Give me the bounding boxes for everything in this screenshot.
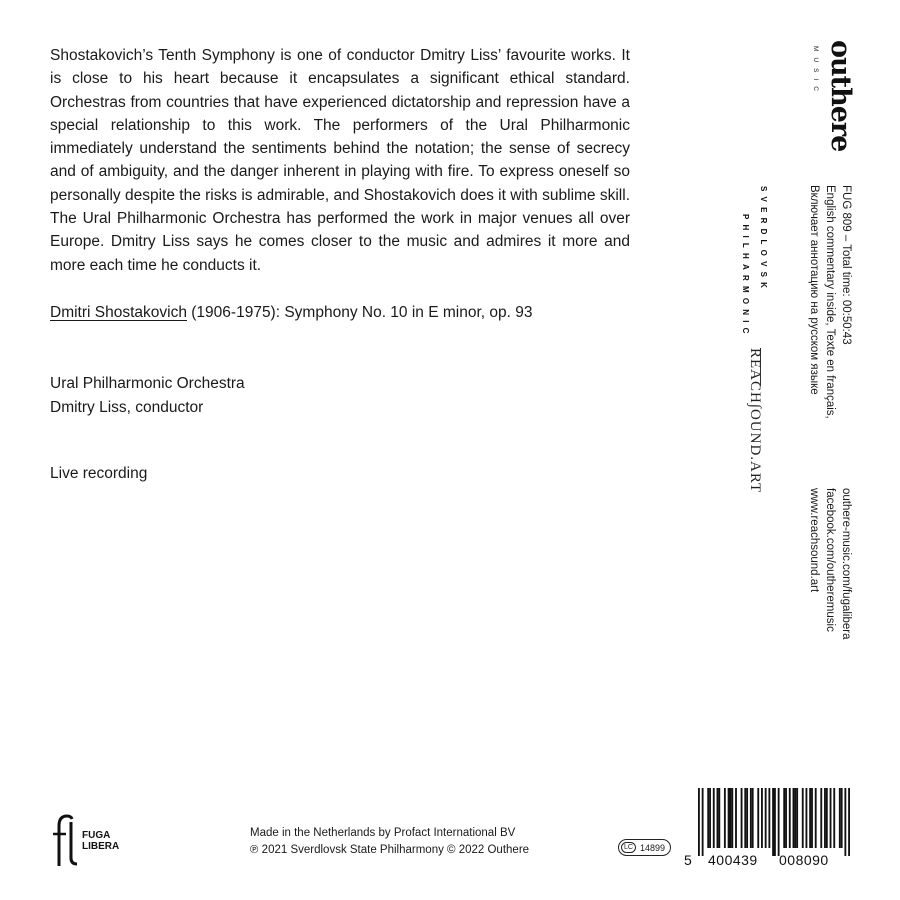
barcode-bar bbox=[785, 788, 787, 848]
performers bbox=[50, 372, 245, 420]
intro-paragraph: Shostakovich’s Tenth Symphony is one of conductor Dmitry Liss’ favourite works. It is close to his heart because it encapsulates a significant ethical standard. Orchestras from countries that have experienced dictatorship and repression have a special relationship to this work. The performers of the Ural Philharmonic immediately understand the sentiments behind the notation; the sense of secrecy and of ambiguity, and the danger inherent in playing with fire. To express oneself so personally despite the risks is admirable, and Shostakovich does it with sublime skill. The Ural Philharmonic Orchestra has performed the work in major venues all over Europe. Dmitry Liss says he comes closer to the music and admires it more and more each time he conducts it. bbox=[50, 47, 630, 274]
barcode-bar bbox=[761, 788, 763, 848]
label-code-badge bbox=[618, 839, 671, 856]
barcode-bar bbox=[757, 788, 759, 848]
barcode-bar bbox=[774, 788, 776, 856]
label-code bbox=[618, 836, 671, 856]
barcode-bar bbox=[730, 788, 732, 848]
barcode-bar bbox=[796, 788, 798, 848]
barcode-bar bbox=[746, 788, 748, 848]
barcode-bar bbox=[752, 788, 754, 848]
facebook-link[interactable]: facebook.com/outheremusic bbox=[824, 488, 836, 632]
fuga-line: FUGA bbox=[82, 830, 111, 841]
lc-mark: LC bbox=[621, 842, 636, 853]
sverdlovsk-line1: SVERDLOVSK bbox=[759, 186, 768, 294]
barcode-bar bbox=[794, 788, 796, 848]
barcode-bars bbox=[698, 788, 850, 856]
languages-line: English commentary inside, Texte en français, bbox=[824, 185, 836, 419]
barcode-bar bbox=[765, 788, 767, 848]
barcode-bar bbox=[848, 788, 850, 856]
barcode-bar bbox=[809, 788, 811, 848]
footer-legal bbox=[250, 825, 529, 859]
barcode-bar bbox=[744, 788, 746, 848]
work-title bbox=[50, 303, 532, 323]
barcode-bar bbox=[833, 788, 835, 848]
barcode-bar bbox=[778, 788, 780, 856]
reachsound-wordmark: REACH∫OUND.ART bbox=[747, 348, 763, 494]
label-site-link[interactable]: outhere-music.com/fugalibera bbox=[840, 488, 852, 640]
barcode-bar bbox=[783, 788, 785, 848]
fuga-libera-logo bbox=[50, 812, 130, 868]
barcode-digits-left: 400439 bbox=[708, 852, 758, 868]
outhere-logo bbox=[808, 40, 856, 152]
barcode-bar bbox=[741, 788, 743, 848]
conductor-name: Dmitry Liss, conductor bbox=[50, 399, 204, 416]
barcode-bar bbox=[820, 788, 822, 848]
barcode-bar bbox=[750, 788, 752, 848]
barcode-bar bbox=[789, 788, 791, 848]
barcode-bar bbox=[702, 788, 704, 856]
barcode-bar bbox=[709, 788, 711, 848]
recording-note: Live recording bbox=[50, 465, 148, 482]
barcode-bar bbox=[830, 788, 832, 848]
work-description: (1906-1975): Symphony No. 10 in E minor, op. 93 bbox=[186, 304, 533, 321]
barcode-digit-first: 5 bbox=[684, 852, 693, 868]
catalog-number: FUG 809 – Total time: 00:50:43 bbox=[840, 185, 852, 345]
barcode-bar bbox=[839, 788, 841, 848]
barcode-bar bbox=[841, 788, 843, 848]
barcode-bar bbox=[724, 788, 726, 848]
fuga-libera-fl-icon bbox=[50, 812, 82, 868]
barcode-bar bbox=[717, 788, 719, 848]
catalog-info bbox=[806, 185, 854, 419]
barcode-bar bbox=[815, 788, 817, 848]
sverdlovsk-philharmonic-logo bbox=[735, 186, 775, 339]
outhere-wordmark: outhere bbox=[825, 40, 856, 152]
copyright-line: ℗ 2021 Sverdlovsk State Philharmony © 2022 Outhere bbox=[250, 844, 530, 856]
barcode bbox=[684, 788, 850, 868]
composer-link[interactable]: Dmitri Shostakovich bbox=[50, 304, 187, 321]
barcode-bar bbox=[802, 788, 804, 848]
barcode-bar bbox=[707, 788, 709, 848]
barcode-bar bbox=[811, 788, 813, 848]
barcode-bar bbox=[731, 788, 733, 848]
barcode-bar bbox=[768, 788, 770, 848]
outhere-music-label: MUSIC bbox=[812, 46, 819, 97]
barcode-bar bbox=[718, 788, 720, 848]
barcode-bar bbox=[824, 788, 826, 848]
web-links bbox=[806, 488, 854, 640]
barcode-bar bbox=[713, 788, 715, 848]
barcode-bar bbox=[806, 788, 808, 848]
barcode-bar bbox=[698, 788, 700, 856]
barcode-bar bbox=[826, 788, 828, 848]
sverdlovsk-line2: PHILHARMONIC bbox=[741, 214, 750, 339]
reachsound-link[interactable]: www.reachsound.art bbox=[808, 488, 820, 593]
barcode-bar bbox=[772, 788, 774, 856]
libera-line: LIBERA bbox=[82, 841, 120, 852]
lc-number: 14899 bbox=[639, 842, 665, 853]
manufacturer-line: Made in the Netherlands by Profact International BV bbox=[250, 827, 516, 839]
barcode-bar bbox=[728, 788, 730, 848]
orchestra-name: Ural Philharmonic Orchestra bbox=[50, 375, 245, 392]
russian-line: Включает аннотацию на русском языке bbox=[808, 185, 820, 395]
reachsound-logo bbox=[743, 348, 769, 494]
barcode-bar bbox=[735, 788, 737, 848]
barcode-digits-right: 008090 bbox=[779, 852, 829, 868]
barcode-bar bbox=[844, 788, 846, 856]
barcode-bar bbox=[793, 788, 795, 848]
